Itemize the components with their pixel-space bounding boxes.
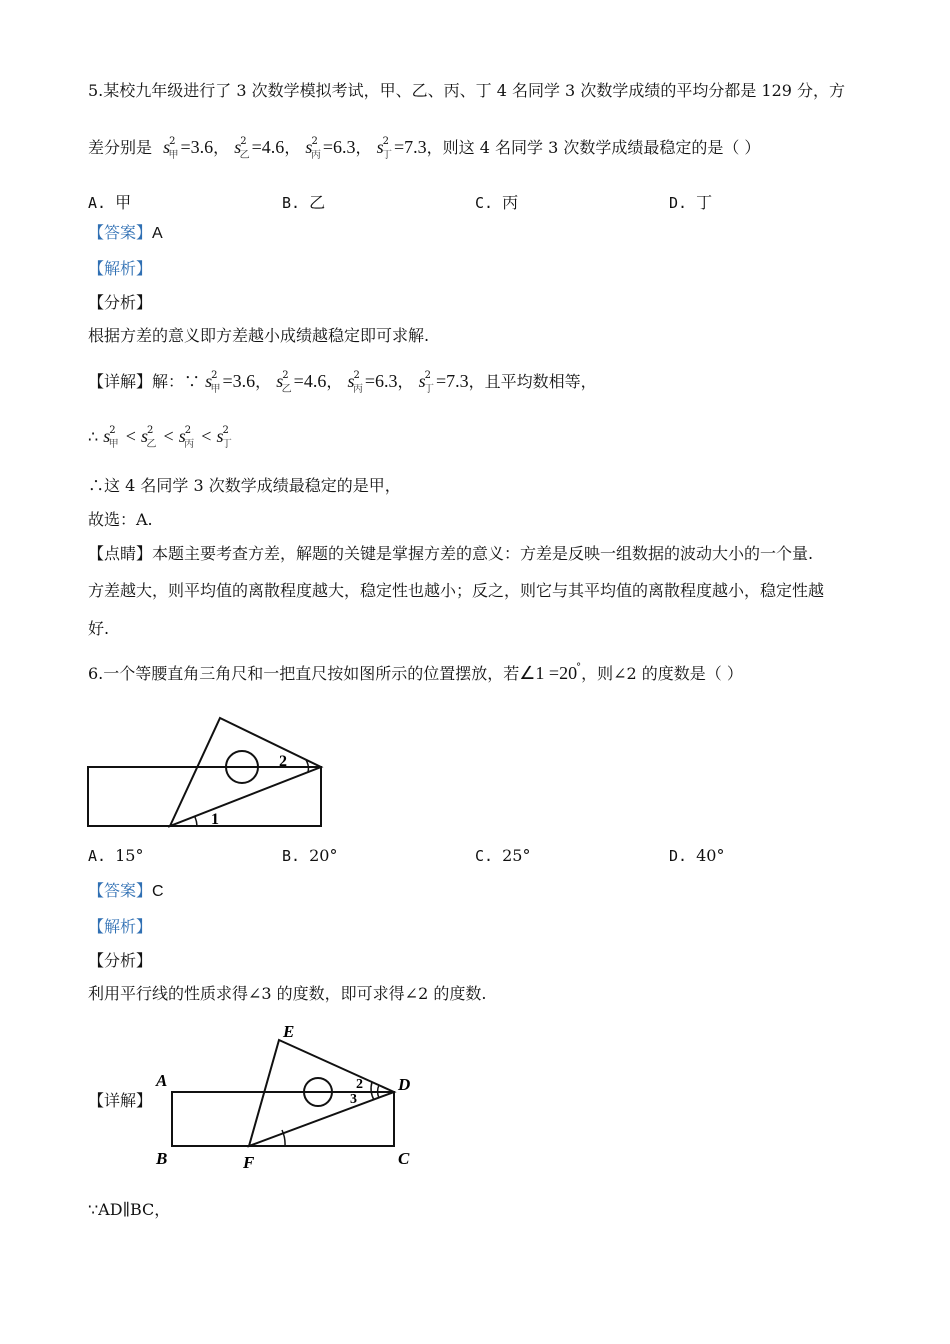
detail-s-ding: $s^2_丁 =7.3$ [418, 370, 469, 395]
q6-figure-1 [80, 708, 340, 838]
detail-s-jia: $s^2_甲 =3.6$ [205, 370, 256, 395]
angle-1-arc [195, 817, 197, 826]
angle-label-1: 1 [211, 811, 219, 828]
point-label-d: D [398, 1075, 411, 1094]
ruler-rect-abcd [172, 1092, 394, 1146]
angle-label-3: 3 [350, 1092, 357, 1107]
detail-s-yi: $s^2_乙 =4.6$ [276, 370, 327, 395]
q5-option-a[interactable]: A. 甲 [88, 193, 132, 212]
q6-analysis-label: 【解析】 [88, 917, 153, 936]
q5-dianjing-line2: 方差越大，则平均值的离散程度越大，稳定性也越小；反之，则它与其平均值的离散程度越小，稳定性越 [88, 581, 825, 600]
q5-stem-line1: 5.某校九年级进行了 3 次数学模拟考试，甲、乙、丙、丁 4 名同学 3 次数学成绩的平均分都是 129 分，方 [88, 81, 846, 100]
q6-option-a[interactable]: A. 15° [88, 846, 144, 865]
q5-option-c[interactable]: C. 丙 [475, 193, 519, 212]
q6-option-c[interactable]: C. 25° [475, 846, 531, 865]
q5-fenxi-label: 【分析】 [88, 293, 153, 312]
angle-label-2: 2 [356, 1077, 363, 1092]
ruler-rect [88, 767, 321, 826]
point-label-e: E [283, 1022, 295, 1041]
detail-s-bing: $s^2_丙 =6.3$ [347, 370, 398, 395]
q5-dianjing-line3: 好. [88, 619, 110, 638]
q5-fenxi-text: 根据方差的意义即方差越小成绩越稳定即可求解. [88, 326, 430, 345]
q5-dianjing-line1: 【点睛】本题主要考查方差，解题的关键是掌握方差的意义：方差是反映一组数据的波动大小的一个量. [88, 544, 814, 563]
triangle-ruler [170, 718, 321, 826]
q5-answer: 【答案】A [88, 223, 163, 242]
point-label-a: A [156, 1071, 168, 1090]
q6-figure-2 [150, 1020, 420, 1175]
q5-option-d[interactable]: D. 丁 [669, 193, 713, 212]
q6-fenxi-text: 利用平行线的性质求得∠3 的度数，即可求得∠2 的度数. [88, 984, 487, 1003]
var-s-yi: $s^2_乙 =4.6$ [234, 136, 285, 161]
q6-stem: 6.一个等腰直角三角尺和一把直尺按如图所示的位置摆放，若∠1 =20°，则∠2 的度数是（ ） [88, 662, 743, 683]
q6-fenxi-label: 【分析】 [88, 951, 153, 970]
q5-detail-line: 【详解】解：∵ $s^2_甲 =3.6$， $s^2_乙 =4.6$， $s^2_丙 =6.3$， $s^2_丁 =7.3$，且平均数相等， [88, 370, 597, 395]
q5-stem-line2: 差分别是 $s^2_甲 =3.6$， $s^2_乙 =4.6$， $s^2_丙 =6.3$， $s^2_丁 =7.3$，则这 4 名同学 3 次数学成绩最稳定的是（ ） [88, 136, 761, 161]
q5-analysis-label: 【解析】 [88, 259, 153, 278]
q5-stem-prefix: 差分别是 [88, 138, 153, 157]
point-label-f: F [243, 1153, 255, 1172]
q5-inequality: ∴ $s^2_甲 < s^2_乙 < s^2_丙 < s^2_丁$ [88, 425, 232, 450]
point-label-c: C [398, 1149, 410, 1168]
var-s-jia: $s^2_甲 =3.6$ [163, 136, 214, 161]
q5-option-b[interactable]: B. 乙 [282, 193, 326, 212]
angle-label-2: 2 [279, 753, 287, 770]
q6-option-b[interactable]: B. 20° [282, 846, 338, 865]
var-s-ding: $s^2_丁 =7.3$ [376, 136, 427, 161]
q6-option-d[interactable]: D. 40° [669, 846, 725, 865]
q6-detail-label: 【详解】 [88, 1091, 153, 1110]
q5-choose: 故选：A. [88, 510, 153, 529]
q6-answer: 【答案】C [88, 881, 164, 900]
q5-stem-suffix: ，则这 4 名同学 3 次数学成绩最稳定的是（ ） [426, 138, 761, 157]
var-s-bing: $s^2_丙 =6.3$ [305, 136, 356, 161]
q6-last-line: ∵AD∥BC， [88, 1200, 171, 1219]
q5-conclusion: ∴这 4 名同学 3 次数学成绩最稳定的是甲， [88, 476, 401, 495]
point-label-b: B [156, 1149, 168, 1168]
